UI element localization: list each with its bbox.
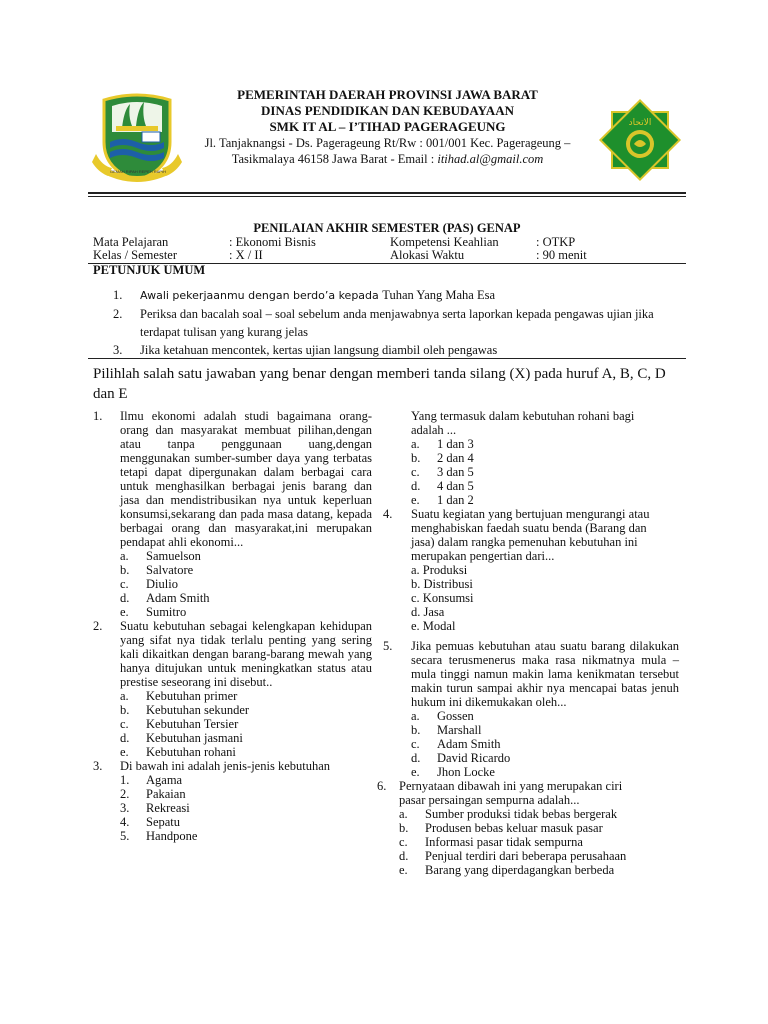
answer-option[interactable]: d. Adam Smith [120,591,210,605]
answer-option[interactable]: d. Kebutuhan jasmani [120,731,243,745]
answer-option[interactable]: c. 3 dan 5 [411,465,474,479]
item-list [120,773,372,843]
option-list [411,709,679,779]
question-text: Di bawah ini adalah jenis-jenis kebutuhan [120,759,331,773]
answer-option[interactable]: b. Distribusi [411,577,473,591]
question-6: 6. Pernyataan dibawah ini yang merupakan ciri pasar persaingan sempurna adalah... a. Sumber produksi tidak bebas bergerak b. Produsen bebas keluar masuk pasar c. Informasi pasar tidak sempurna d. Penjual terdiri dari beberapa perusahaan e. Barang yang diperdagangkan berbeda [377,779,679,877]
answer-option[interactable]: c. Adam Smith [411,737,501,751]
header-address-line1: Jl. Tanjaknangsi - Ds. Pagerageung Rt/Rw : 001/001 Kec. Pagerageung – [204,136,571,150]
answer-option[interactable]: a. Sumber produksi tidak bebas bergerak [399,807,618,821]
answer-option[interactable]: b. Produsen bebas keluar masuk pasar [399,821,603,835]
question-text: Jika pemuas kebutuhan atau suatu barang dilakukan secara terusmenerus maka rasa nikmatnya mula –mula tinggi namun makin lama kenikmatan tersebut makin turun sampai akhir nya mencapai batas jenuh hukum ini dikemukakan oleh... [411,639,679,709]
question-2: 2. Suatu kebutuhan sebagai kelengkapan kehidupan yang sifat nya tidak terlalu penting yang sering kali dikaitkan dengan barang-barang mewah yang hanya ditujukan untuk meningkatkan status atau prestise seseorang ini disebut.. a. Kebutuhan primer b. Kebutuhan sekunder c. Kebutuhan Tersier d. Kebutuhan jasmani e. Kebutuhan rohani [93,619,372,759]
list-item: 3. Rekreasi [120,801,190,815]
answer-option[interactable]: c. Informasi pasar tidak sempurna [399,835,583,849]
answer-option[interactable]: b. Salvatore [120,563,194,577]
school-logo-arabic: الاتحاد [628,118,652,128]
questions-left-column [93,409,372,843]
answer-option[interactable]: e. 1 dan 2 [411,493,474,507]
answer-option[interactable]: a. Kebutuhan primer [120,689,238,703]
answer-instruction: Pilihlah salah satu jawaban yang benar dengan memberi tanda silang (X) pada huruf A, B, C, D dan E [93,366,666,402]
option-list [411,563,679,633]
option-list [399,807,679,877]
petunjuk-heading: PETUNJUK UMUM [93,263,206,277]
answer-option[interactable]: d. David Ricardo [411,751,511,765]
answer-option[interactable]: e. Sumitro [120,605,187,619]
option-list [120,549,372,619]
petunjuk-rule [88,358,686,359]
answer-option[interactable]: b. Kebutuhan sekunder [120,703,250,717]
answer-option[interactable]: b. 2 dan 4 [411,451,474,465]
list-item: 4. Sepatu [120,815,181,829]
question-3: 3. Di bawah ini adalah jenis-jenis kebutuhan 1. Agama 2. Pakaian 3. Rekreasi 4. Sepatu 5. Handpone [93,759,372,843]
list-item: 5. Handpone [120,829,198,843]
answer-option[interactable]: d. Penjual terdiri dari beberapa perusahaan [399,849,627,863]
answer-option[interactable]: a. Gossen [411,709,474,723]
meta-label-competency: Kompetensi Keahlian [390,235,499,249]
meta-value-competency: : OTKP [536,235,576,249]
meta-label-duration: Alokasi Waktu [390,248,465,262]
meta-value-duration: : 90 menit [536,248,587,262]
answer-option[interactable]: e. Kebutuhan rohani [120,745,236,759]
header-address-line2: Tasikmalaya 46158 Jawa Barat - Email : itihad.al@gmail.com [231,152,544,166]
meta-label-class: Kelas / Semester [93,248,178,262]
option-list [120,689,372,759]
answer-option[interactable]: c. Konsumsi [411,591,474,605]
question-text: Suatu kegiatan yang bertujuan mengurangi atau menghabiskan faedah suatu benda (Barang dan jasa) dalam rangka pemenuhan kebutuhan ini merupakan pengertian dari... [411,507,650,563]
questions-right-column [377,409,679,877]
answer-option[interactable]: d. 4 dan 5 [411,479,474,493]
option-list [411,437,679,507]
question-text: Pernyataan dibawah ini yang merupakan ciri pasar persaingan sempurna adalah... [399,779,623,807]
question-1: 1. Ilmu ekonomi adalah studi bagaimana orang-orang dan masyarakat membuat pilihan,dengan atau tanpa penggunaan uang,dengan menggunakan sumber-sumber daya yang terbatas tetapi dapat dipergunakan dalam berbagai cara untuk menghasilkan berbagai jenis barang dan jasa dan mendistribusikan nya untuk keperluan konsumsi,sekarang dan pada masa datang, kepada berbagai orang dan masyarakat,ini merupakan pendapat ahli ekonomi... a. Samuelson b. Salvatore c. Diulio d. Adam Smith e. Sumitro [93,409,372,619]
letterhead-rule-thin [88,196,686,197]
petunjuk-item: 2. Periksa dan bacalah soal – soal sebelum anda menjawabnya serta laporkan kepada pengawas ujian jika terdapat tulisan yang kurang jelas [113,307,654,339]
answer-option[interactable]: b. Marshall [411,723,482,737]
answer-option[interactable]: e. Barang yang diperdagangkan berbeda [399,863,615,877]
exam-title: PENILAIAN AKHIR SEMESTER (PAS) GENAP [253,221,521,235]
petunjuk-list [113,286,681,359]
school-logo [598,98,682,182]
answer-option[interactable]: c. Kebutuhan Tersier [120,717,239,731]
question-4: 4. Suatu kegiatan yang bertujuan mengurangi atau menghabiskan faedah suatu benda (Barang dan jasa) dalam rangka pemenuhan kebutuhan ini merupakan pengertian dari... a. Produksi b. Distribusi c. Konsumsi d. Jasa e. Modal [383,507,679,633]
letterhead [185,87,590,167]
header-line-province: PEMERINTAH DAERAH PROVINSI JAWA BARAT [237,87,538,102]
answer-option[interactable]: a. Samuelson [120,549,201,563]
question-text: Yang termasuk dalam kebutuhan rohani bagi adalah ... [411,409,635,437]
jawa-barat-emblem [92,92,182,184]
question-5: 5. Jika pemuas kebutuhan atau suatu barang dilakukan secara terusmenerus maka rasa nikmatnya mula –mula tinggi namun makin lama kenikmatan tersebut makin turun sampai akhir nya mencapai batas jenuh hukum ini dikemukakan oleh... a. Gossen b. Marshall c. Adam Smith d. David Ricardo e. Jhon Locke [383,639,679,779]
answer-option[interactable]: e. Jhon Locke [411,765,495,779]
answer-option[interactable]: a. Produksi [411,563,468,577]
exam-meta [93,236,693,264]
header-line-school: SMK IT AL – I’TIHAD PAGERAGEUNG [269,119,506,134]
letterhead-rule-thick [88,192,686,194]
list-item: 1. Agama [120,773,183,787]
answer-option[interactable]: e. Modal [411,619,456,633]
header-email: itihad.al@gmail.com [437,152,544,166]
emblem-motto: GEMAH RIPAH REPEH RAPIH [110,169,166,174]
meta-value-class: : X / II [229,248,263,262]
petunjuk-item: 3. Jika ketahuan mencontek, kertas ujian langsung diambil oleh pengawas [113,343,498,357]
header-line-department: DINAS PENDIDIKAN DAN KEBUDAYAAN [261,103,514,118]
petunjuk-item: 1. Awali pekerjaanmu dengan berdo’a kepada Tuhan Yang Maha Esa [113,288,496,302]
answer-option[interactable]: c. Diulio [120,577,178,591]
meta-value-subject: : Ekonomi Bisnis [229,235,316,249]
question-text: Ilmu ekonomi adalah studi bagaimana orang-orang dan masyarakat membuat pilihan,dengan atau tanpa penggunaan uang,dengan menggunakan sumber-sumber daya yang terbatas tetapi dapat dipergunakan dalam berbagai cara untuk menghasilkan berbagai jenis barang dan jasa dan mendistribusikan nya untuk keperluan konsumsi,sekarang dan pada masa datang, kepada berbagai orang dan masyarakat,ini merupakan pendapat ahli ekonomi... [120,409,372,549]
answer-option[interactable]: d. Jasa [411,605,445,619]
answer-option[interactable]: a. 1 dan 3 [411,437,474,451]
question-text: Suatu kebutuhan sebagai kelengkapan kehidupan yang sifat nya tidak terlalu penting yang sering kali dikaitkan dengan barang-barang mewah yang hanya ditujukan untuk meningkatkan status atau prestise seseorang ini disebut.. [120,619,372,689]
meta-label-subject: Mata Pelajaran [93,235,169,249]
question-3-continued [383,409,679,507]
list-item: 2. Pakaian [120,787,186,801]
